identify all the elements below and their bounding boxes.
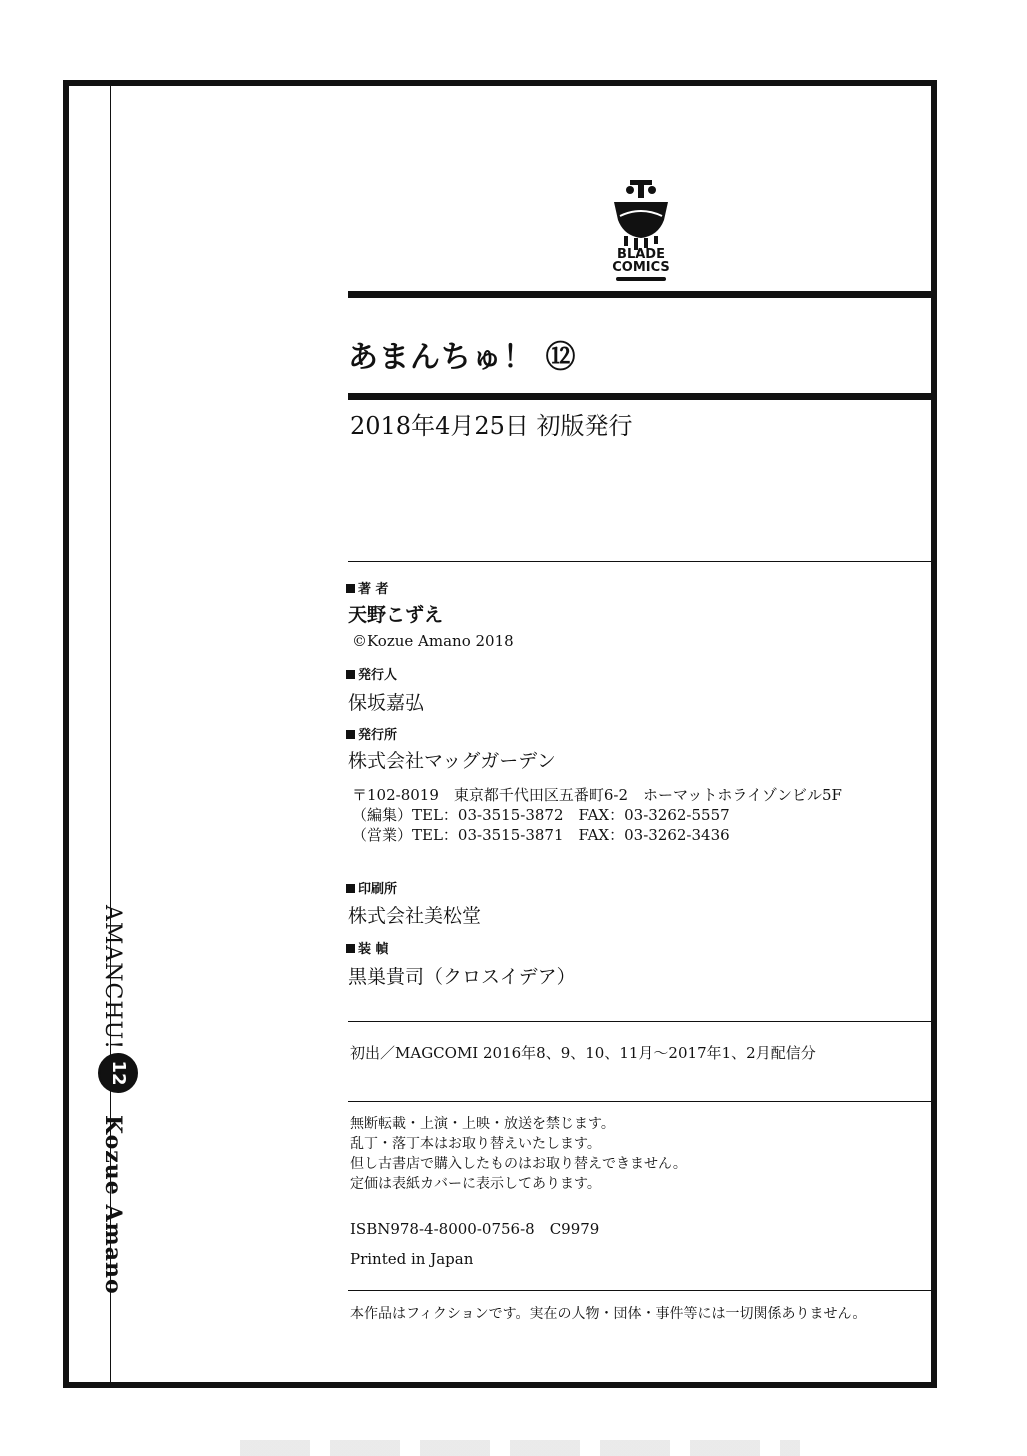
bottom-bleed [240, 1440, 800, 1456]
publisher-person-label: 発行人 [346, 664, 397, 683]
spine-volume-badge: 12 [98, 1053, 138, 1093]
logo-emblem-icon [596, 176, 686, 256]
notice-line-2: 乱丁・落丁本はお取り替えいたします。 [350, 1136, 601, 1152]
logo-line-1: BLADE [617, 247, 665, 262]
publisher-address: 〒102-8019 東京都千代田区五番町6-2 ホーマットホライゾンビル5F [352, 786, 842, 804]
notice-line-1: 無断転載・上演・上映・放送を禁じます。 [350, 1116, 615, 1132]
book-title: あまんちゅ！ ⑫ [348, 340, 577, 375]
publisher-person-name: 保坂嘉弘 [348, 692, 425, 714]
design-label: 装 幀 [346, 938, 389, 957]
spine-author: Kozue Amano [100, 1115, 126, 1295]
section-rule-1 [348, 561, 934, 562]
title-top-bar [348, 291, 934, 298]
printer-name: 株式会社美松堂 [348, 905, 482, 927]
logo-line-2: COMICS [612, 260, 670, 275]
notice-line-3: 但し古書店で購入したものはお取り替えできません。 [350, 1156, 687, 1172]
title-bottom-bar [348, 393, 934, 400]
publisher-label: 発行所 [346, 724, 397, 743]
blade-comics-logo [596, 176, 686, 286]
author-name: 天野こずえ [348, 604, 444, 626]
publisher-sales-contact: （営業）TEL：03-3515-3871 FAX：03-3262-3436 [352, 826, 730, 844]
spine-title: AMANCHU! [100, 905, 125, 1050]
publisher-name: 株式会社マッグガーデン [348, 750, 556, 772]
section-rule-3 [348, 1101, 934, 1102]
spine [82, 905, 142, 1305]
first-appearance: 初出／MAGCOMI 2016年8、9、10、11月〜2017年1、2月配信分 [350, 1044, 816, 1062]
author-label: 著 者 [346, 578, 389, 597]
printer-label: 印刷所 [346, 878, 397, 897]
publisher-editorial-contact: （編集）TEL：03-3515-3872 FAX：03-3262-5557 [352, 806, 730, 824]
printed-in: Printed in Japan [350, 1250, 474, 1268]
section-rule-4 [348, 1290, 934, 1291]
notice-line-4: 定価は表紙カバーに表示してあります。 [350, 1176, 601, 1192]
design-name: 黒巣貴司（クロスイデア） [348, 966, 576, 988]
copyright: ©Kozue Amano 2018 [352, 632, 514, 650]
isbn: ISBN978-4-8000-0756-8 C9979 [350, 1220, 600, 1238]
section-rule-2 [348, 1021, 934, 1022]
fiction-notice: 本作品はフィクションです。実在の人物・団体・事件等には一切関係ありません。 [350, 1306, 867, 1322]
logo-underline [616, 277, 666, 281]
first-edition-date: 2018年4月25日 初版発行 [350, 412, 633, 440]
